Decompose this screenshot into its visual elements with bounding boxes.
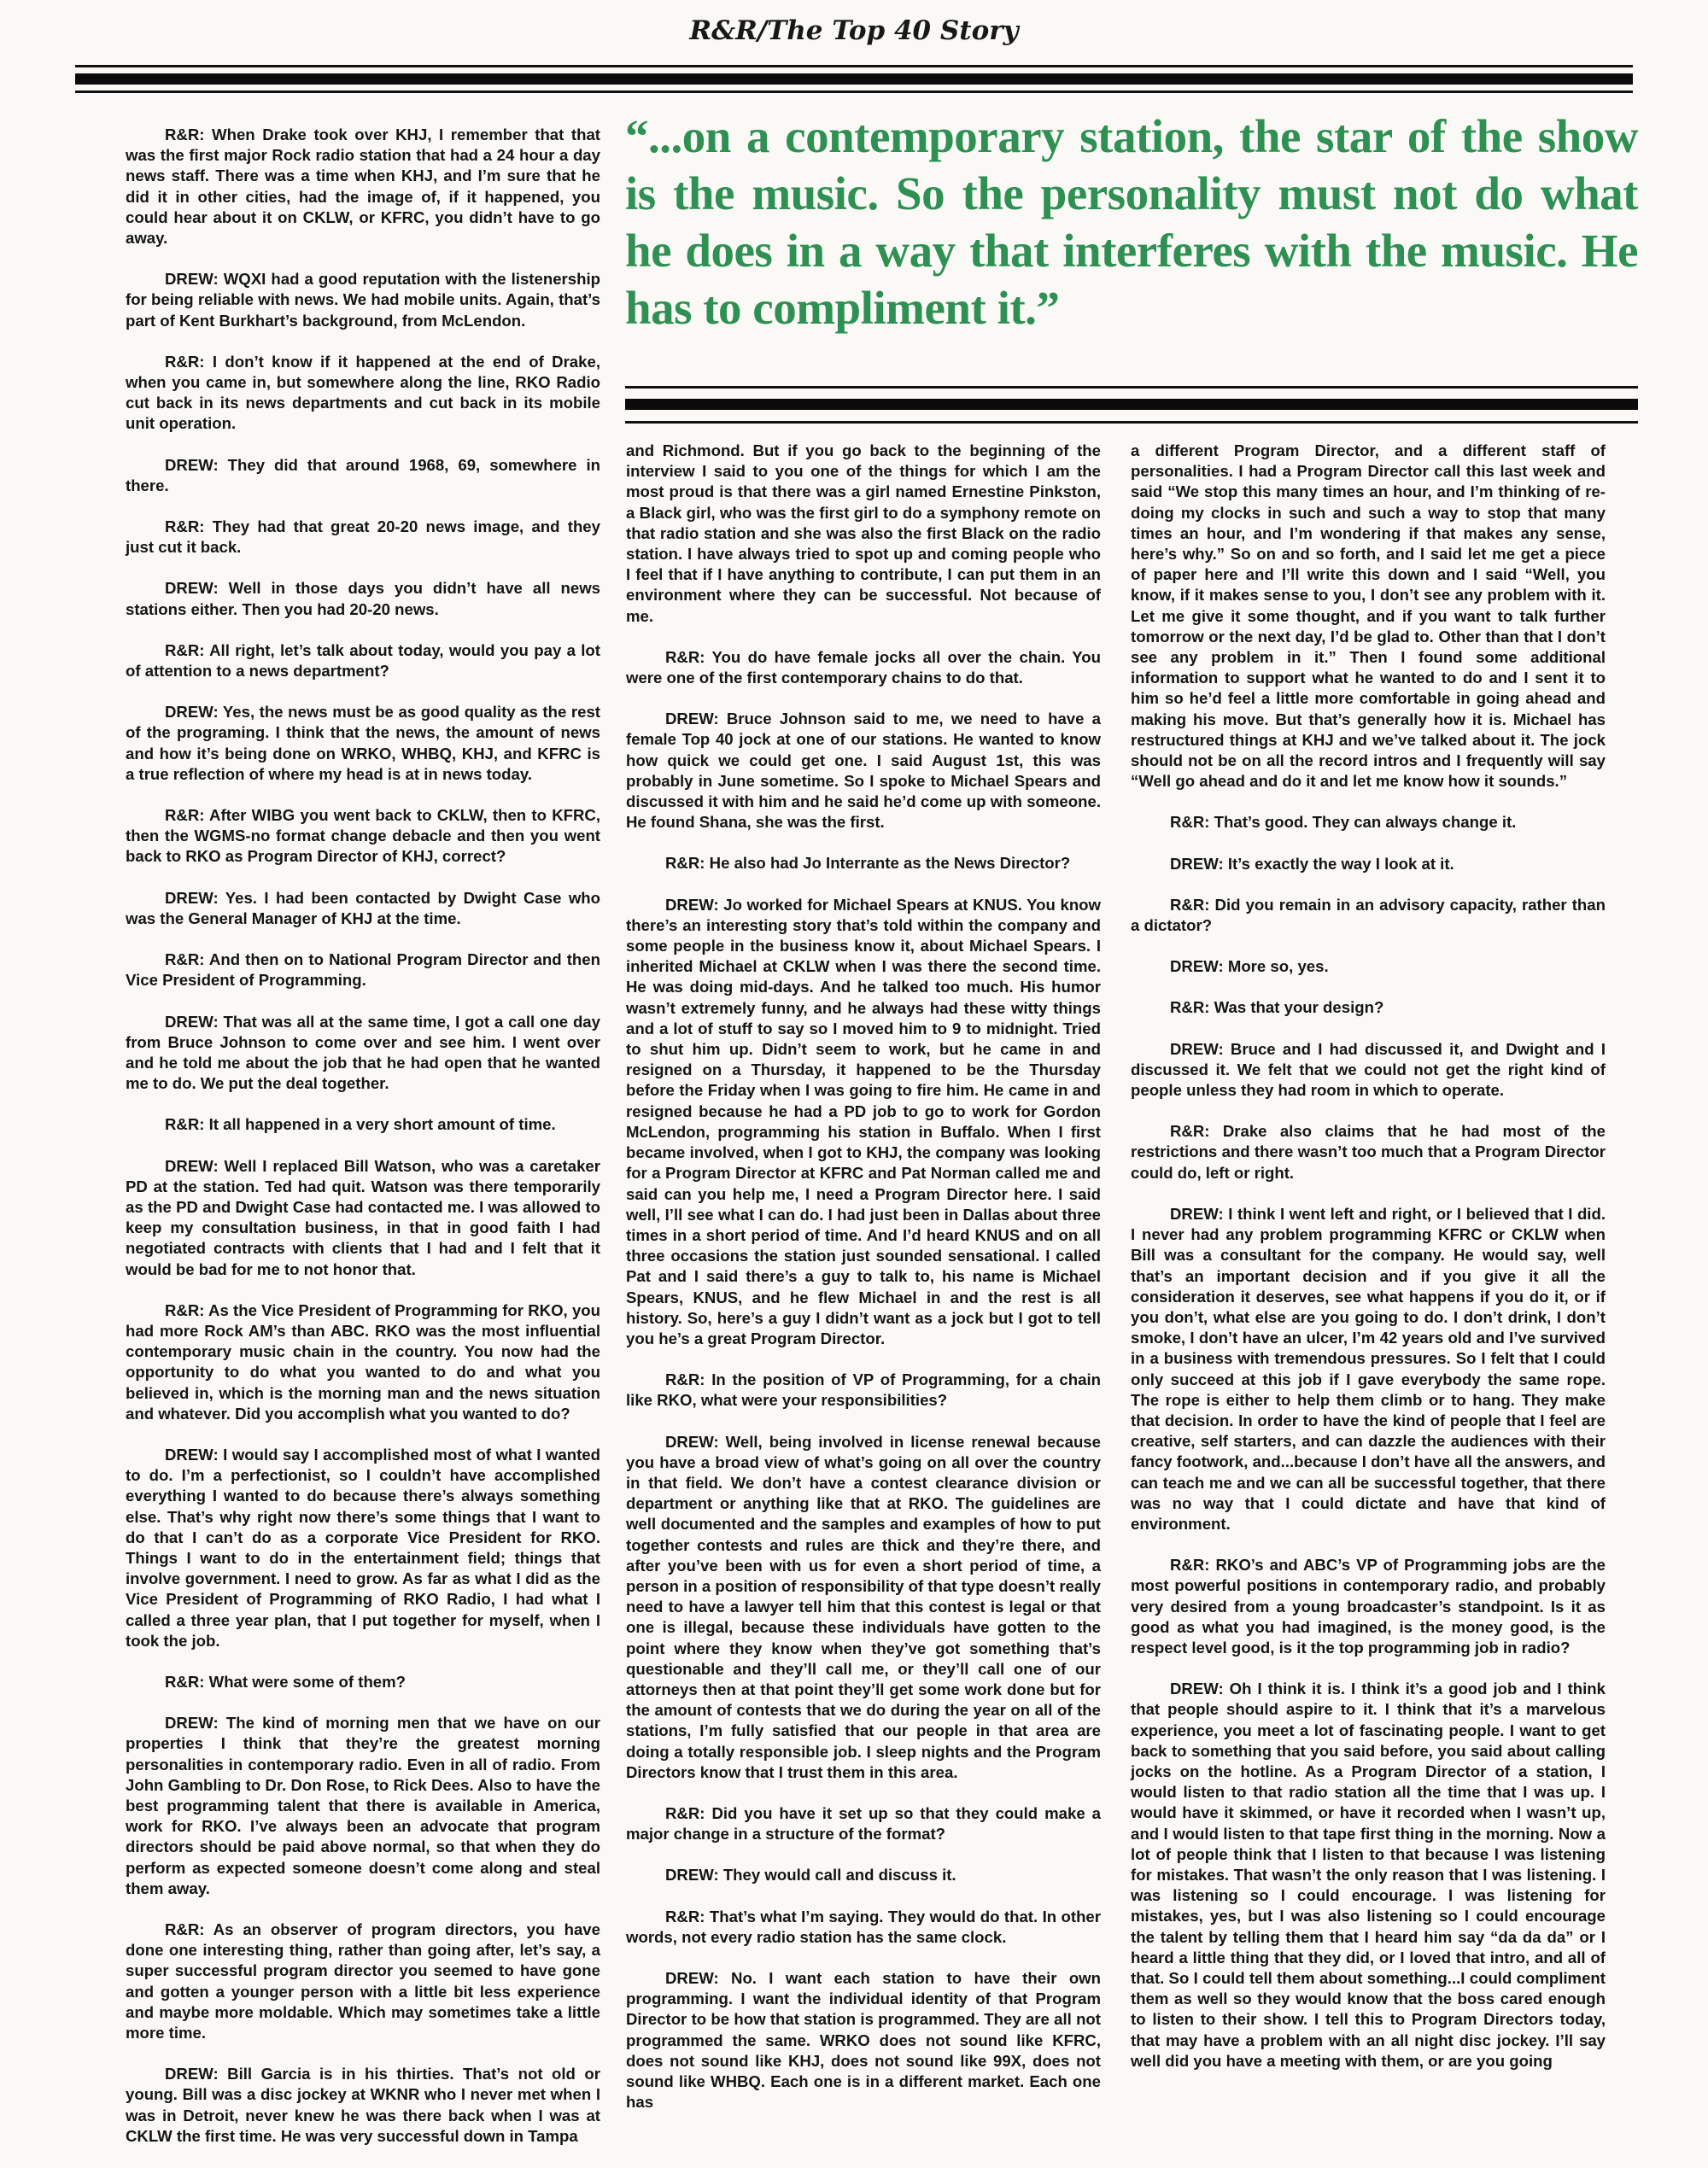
top-rule-thin-upper: [75, 65, 1633, 67]
interview-column-left: [126, 125, 600, 2167]
interview-paragraph: R&R: After WIBG you went back to CKLW, then to KFRC, then the WGMS-no format change debacle and then you went back to RKO as Program Director of KHJ, correct?: [126, 806, 600, 866]
interview-paragraph: DREW: Bill Garcia is in his thirties. That’s not old or young. Bill was a disc jockey at WKNR who I never met when I was in Detroit, never knew he was there back when I was at CKLW the first time. He was very successful down in Tampa: [126, 2065, 600, 2145]
interview-paragraph: R&R: When Drake took over KHJ, I remember that that was the first major Rock radio station that had a 24 hour a day news staff. There was a time when KHJ, and I’m sure that he did it in other cities, had the image of, if it happened, you could hear about it on CKLW, or KFRC, you didn’t have to go away.: [126, 126, 600, 248]
interview-paragraph: R&R: Did you have it set up so that they could make a major change in a structure of the format?: [626, 1803, 1101, 1844]
interview-paragraph: a different Program Director, and a different staff of personalities. I had a Program Director call this last week and said “We stop this many times an hour, and I’m thinking of re-doing my clocks in such and such a way to stop that many times an hour, and I’m wondering if that makes any sense, here’s why.” So on and so forth, and I said let me get a piece of paper here and I’ll write this down and I said “Well, you know, if it makes sense to you, I don’t see any problem with it. Let me give it some thought, and if you want to talk further tomorrow or the next day, I’d be glad to. Other than that I don’t see any problem in it.” Then I found some additional information to support what he wanted to do and I sent it to him so he’d feel a little more comfortable in going ahead and making his move. But that’s generally how it is. Michael has restructured things at KHJ and we’ve talked about it. The jock should not be on all the record intros and I frequently will say “Well go ahead and do it and let me know how it sounds.”: [1131, 441, 1606, 791]
interview-paragraph: R&R: As an observer of program directors, you have done one interesting thing, rather than going after, let’s say, a super successful program director you seemed to have gone and gotten a younger person with a little bit less experience and maybe more moldable. Which may sometimes take a little more time.: [126, 1920, 600, 2042]
interview-paragraph: R&R: All right, let’s talk about today, would you pay a lot of attention to a news department?: [126, 640, 600, 681]
interview-paragraph: DREW: Jo worked for Michael Spears at KNUS. You know there’s an interesting story that’s told within the company and some people in the business know it, about Michael Spears. I inherited Michael at CKLW when I was there the second time. He was doing mid-days. And he talked too much. His humor wasn’t extremely funny, and he always had these witty things and a lot of stuff to say so I moved him to 9 to midnight. Tried to shut him up. Didn’t seem to work, but he came in and resigned on a Thursday, it happened to be the Thursday before the Friday when I was going to fire him. He came in and resigned because he had a PD job to go to work for Gordon McLendon, programming his station in Buffalo. When I first became involved, when I got to KHJ, the company was looking for a Program Director at KFRC and Pat Norman called me and said can you help me, I need a Program Director here. I said well, I’ll see what I can do. I had just been in Dallas about three times in a short period of time. And I’d heard KNUS and on all three occasions the station just sounded sensational. I called Pat and I said there’s a guy to talk to, his name is Michael Spears, KNUS, and he flew Michael in and the rest is all history. So, here’s a guy I didn’t want as a jock but I got to tell you he’s a great Program Director.: [626, 895, 1101, 1347]
interview-paragraph: R&R: They had that great 20-20 news image, and they just cut it back.: [126, 517, 600, 557]
interview-paragraph: DREW: I would say I accomplished most of what I wanted to do. I’m a perfectionist, so I couldn’t have accomplished everything I wanted to do because there’s always something else. That’s why right now there’s some things that I want to do that I can’t do as a corporate Vice President for RKO. Things I want to do in the entertainment field; things that involve government. I need to grow. As far as what I did as the Vice President of Programming of RKO Radio, I had what I called a three year plan, that I put together for myself, when I took the job.: [126, 1445, 600, 1650]
interview-paragraph: R&R: Did you remain in an advisory capacity, rather than a dictator?: [1131, 895, 1606, 935]
interview-paragraph: DREW: No. I want each station to have their own programming. I want the individual identity of that Program Director to be how that station is programmed. They are all not programmed the same. WRKO does not sound like KFRC, does not sound like KHJ, does not sound like 99X, does not sound like WHBQ. Each one is in a different market. Each one has: [626, 1969, 1101, 2112]
quote-rule-thin-lower: [625, 421, 1638, 424]
interview-paragraph: R&R: He also had Jo Interrante as the News Director?: [665, 854, 1071, 873]
interview-paragraph: R&R: RKO’s and ABC’s VP of Programming jobs are the most powerful positions in contemporary radio, and probably very desired from a young broadcaster’s standpoint. Is it as good as what you had imagined, is the money good, is the respect level good, is it the top programming job in radio?: [1131, 1556, 1606, 1657]
interview-paragraph: R&R: As the Vice President of Programming for RKO, you had more Rock AM’s than ABC. RKO was the most influential contemporary music chain in the country. You now had the opportunity to do what you wanted to do and what you believed in, which is the morning man and the news situation and whatever. Did you accomplish what you wanted to do?: [126, 1300, 600, 1423]
interview-paragraph: DREW: Yes. I had been contacted by Dwight Case who was the General Manager of KHJ at the time.: [126, 888, 600, 927]
pull-quote: “...on a contemporary station, the star of the show is the music. So the personality must not do what he does in a way that interferes with the music. He has to compliment it.”: [625, 110, 1638, 334]
interview-paragraph: DREW: Bruce and I had discussed it, and Dwight and I discussed it. We felt that we could not get the right kind of people unless they had room in which to operate.: [1131, 1039, 1606, 1100]
interview-paragraph: DREW: It’s exactly the way I look at it.: [1170, 854, 1454, 873]
interview-paragraph: DREW: That was all at the same time, I got a call one day from Bruce Johnson to come over and see him. I went over and he told me about the job that he had open that he wanted me to do. We put the deal together.: [126, 1012, 600, 1093]
interview-paragraph: R&R: I don’t know if it happened at the end of Drake, when you came in, but somewhere along the line, RKO Radio cut back in its news departments and cut back in its mobile unit operation.: [126, 352, 600, 433]
interview-column-middle: [626, 441, 1101, 2133]
interview-paragraph: DREW: Well, being involved in license renewal because you have a broad view of what’s going on all over the country in that field. We don’t have a contest clearance division or department or anything like that at RKO. The guidelines are well documented and the samples and examples of how to put together contests and rules are thick and they’re there, and after you’ve been with us for even a short period of time, a person in a position of responsibility of that type doesn’t really need to have a lawyer tell him that this contest is legal or that one is illegal, because these individuals have gotten to the point where they know when they’ve got something that’s questionable and they’ll call me, or they’ll call one of our attorneys then at that point they’ll get some work done but for the amount of contests that we do during the year on all of the stations, I’m fully satisfied that our people in that area are doing a totally responsible job. I sleep nights and the Program Directors know that I trust them in this area.: [626, 1432, 1101, 1781]
interview-paragraph: R&R: It all happened in a very short amount of time.: [165, 1115, 556, 1134]
interview-paragraph: DREW: Well I replaced Bill Watson, who was a caretaker PD at the station. Ted had quit. Watson was there temporarily as the PD and Dwight Case had contacted me. I was allowed to keep my consultation business, in that in good faith I had negotiated contracts with clients that I had and I felt that it would be bad for me to not honor that.: [126, 1156, 600, 1278]
interview-paragraph: DREW: They did that around 1968, 69, somewhere in there.: [126, 455, 600, 494]
interview-paragraph: R&R: You do have female jocks all over the chain. You were one of the first contemporary chains to do that.: [626, 647, 1101, 687]
interview-paragraph: R&R: In the position of VP of Programming, for a chain like RKO, what were your responsibilities?: [626, 1370, 1101, 1410]
interview-paragraph: R&R: What were some of them?: [165, 1672, 407, 1691]
interview-paragraph: DREW: They would call and discuss it.: [665, 1866, 956, 1885]
top-rule-thick: [75, 73, 1633, 85]
interview-paragraph: DREW: I think I went left and right, or I believed that I did. I never had any problem programming KFRC or CKLW when Bill was a consultant for the company. He would say, well that’s an important decision and if you give it all the consideration it deserves, see what happens if you do it, or if you don’t, what else are you going to do. I don’t drink, I don’t smoke, I don’t have an ulcer, I’m 42 years old and I’ve survived in a business with tremendous pressures. So I felt that I could only succeed at this job if I gave everybody the same rope. The rope is either to help them climb or to hang. They make that decision. In order to have the kind of people that I feel are creative, self starters, and can dazzle the audiences with their fancy footwork, and...because I don’t have all the answers, and can teach me and we can all be successful together, that there was no way that I could dictate and have that kind of environment.: [1131, 1204, 1606, 1533]
interview-paragraph: R&R: That’s what I’m saying. They would do that. In other words, not every radio station has the same clock.: [626, 1907, 1101, 1946]
interview-column-right: [1131, 441, 1606, 2092]
interview-paragraph: DREW: WQXI had a good reputation with the listenership for being reliable with news. We had mobile units. Again, that’s part of Kent Burkhart’s background, from McLendon.: [126, 270, 600, 330]
interview-paragraph: R&R: Was that your design?: [1170, 998, 1384, 1017]
interview-paragraph: DREW: Bruce Johnson said to me, we need to have a female Top 40 jock at one of our stations. He wanted to know how quick we could get one. I said August 1st, this was probably in June sometime. So I spoke to Michael Spears and discussed it with him and he said he’d come up with someone. He found Shana, she was the first.: [626, 710, 1101, 832]
interview-paragraph: DREW: More so, yes.: [1170, 957, 1329, 976]
interview-paragraph: DREW: Oh I think it is. I think it’s a good job and I think that people should aspire to it. I think that it’s a marvelous experience, you meet a lot of fascinating people. I want to get back to something that you said before, you said about calling jocks on the hotline. As a Program Director of a station, I would listen to that radio station all the time that I was up. I would have it skimmed, or have it recorded when I wasn’t up, and I would listen to that tape first thing in the morning. Now a lot of people think that I listen to that because I was listening for mistakes. That wasn’t the only reason that I was listening. I was listening so I could encourage. I was listening for mistakes, yes, but I was also listening so I could encourage the talent by telling them that I heard him say “da da da” or I heard a little thing that they did, or I loved that intro, and all of that. So I could tell them about something...I could compliment them as well so they would know that the boss cared enough to listen to their show. I tell this to Program Directors today, that may have a problem with an all night disc jockey. I’ll say well did you have a meeting with them, or are you going: [1131, 1680, 1606, 2070]
page-title: R&R/The Top 40 Story: [689, 15, 1019, 46]
interview-paragraph: DREW: Yes, the news must be as good quality as the rest of the programing. I think that the news, the amount of news and how it’s being done on WRKO, WHBQ, KHJ, and KFRC is a true reflection of where my head is at in news today.: [126, 703, 600, 783]
interview-paragraph: R&R: Drake also claims that he had most of the restrictions and there wasn’t too much that a Program Director could do, left or right.: [1131, 1122, 1606, 1182]
interview-paragraph: R&R: And then on to National Program Director and then Vice President of Programming.: [126, 950, 600, 990]
interview-paragraph: DREW: Well in those days you didn’t have all news stations either. Then you had 20-20 news.: [126, 579, 600, 618]
quote-rule-thick: [625, 399, 1638, 410]
interview-paragraph: R&R: That’s good. They can always change it.: [1170, 813, 1517, 832]
top-rule-thin-lower: [75, 91, 1633, 93]
interview-paragraph: DREW: The kind of morning men that we have on our properties I think that they’re the greatest morning personalities in contemporary radio. Even in all of radio. From John Gambling to Dr. Don Rose, to Rick Dees. Also to have the best programming talent that there is available in America, work for RKO. I’ve always been an advocate that program directors should be paid above normal, so that when they do perform as expected someone doesn’t come along and steal them away.: [126, 1714, 600, 1897]
interview-paragraph: and Richmond. But if you go back to the beginning of the interview I said to you one of the things for which I am the most proud is that there was a girl named Ernestine Pinkston, a Black girl, who was the first girl to do a symphony remote on that radio station and she was also the first Black on the radio station. I have always tried to spot up and coming people who I feel that if I have anything to contribute, I can put them in an environment where they can be successful. Not because of me.: [626, 441, 1101, 625]
quote-rule-thin-upper: [625, 386, 1638, 389]
